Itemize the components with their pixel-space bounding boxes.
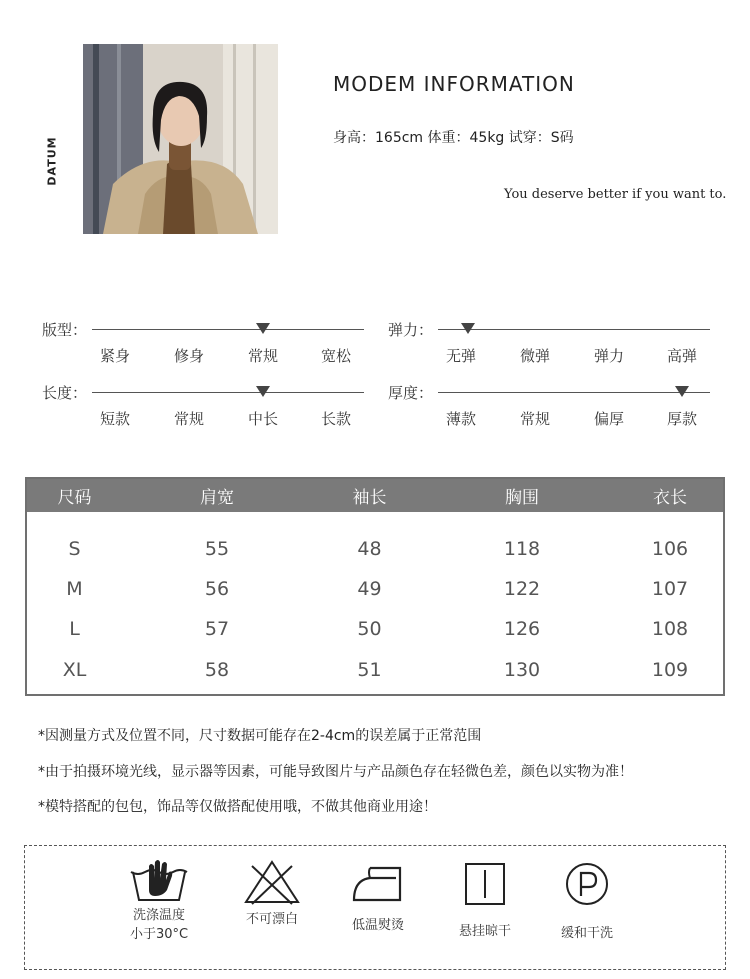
scale-option: 长款 bbox=[320, 410, 352, 428]
table-row bbox=[27, 614, 723, 644]
care-label: 缓和干洗 bbox=[560, 926, 613, 941]
size-table bbox=[25, 477, 725, 696]
table-row bbox=[27, 574, 723, 604]
table-cell: 48 bbox=[357, 538, 382, 560]
scale-option: 常规 bbox=[173, 410, 205, 428]
care-label: 不可漂白 bbox=[245, 912, 298, 927]
scale-option: 常规 bbox=[519, 410, 551, 428]
datum-side-label: DATUM bbox=[45, 136, 59, 186]
table-cell: 49 bbox=[357, 578, 382, 600]
care-label: 洗涤温度 bbox=[132, 908, 185, 923]
header-cell: 尺码 bbox=[57, 488, 92, 508]
scale-line bbox=[92, 329, 364, 330]
scale-option: 常规 bbox=[247, 347, 279, 365]
hang-dry-icon bbox=[460, 860, 510, 910]
fit-scale bbox=[42, 321, 362, 367]
table-cell: 126 bbox=[503, 618, 541, 640]
table-cell: 118 bbox=[503, 538, 541, 560]
care-item-no-bleach bbox=[237, 858, 307, 929]
care-instructions-box bbox=[24, 845, 726, 970]
table-cell: 122 bbox=[503, 578, 541, 600]
table-cell: 108 bbox=[651, 618, 689, 640]
care-item-low-iron bbox=[343, 858, 413, 935]
note-color: *由于拍摄环境光线，显示器等因素，可能导致图片与产品颜色存在轻微色差，颜色以实物为准！ bbox=[38, 764, 633, 780]
dry-clean-p-icon bbox=[562, 860, 612, 910]
table-cell: 130 bbox=[503, 659, 541, 681]
no-bleach-icon bbox=[242, 858, 302, 906]
scale-option: 高弹 bbox=[666, 347, 698, 365]
table-cell: 55 bbox=[204, 538, 230, 560]
header-cell: 衣长 bbox=[653, 488, 687, 508]
table-cell: 51 bbox=[357, 659, 382, 681]
scale-option: 偏厚 bbox=[593, 410, 625, 428]
scale-label: 弹力： bbox=[388, 321, 434, 339]
note-accessories: *模特搭配的包包，饰品等仅做搭配使用哦，不做其他商业用途！ bbox=[38, 799, 437, 815]
low-iron-icon bbox=[348, 858, 408, 910]
table-cell: 56 bbox=[204, 578, 230, 600]
slogan: You deserve better if you want to. bbox=[504, 187, 727, 202]
scale-line bbox=[438, 329, 710, 330]
scale-option: 薄款 bbox=[445, 410, 477, 428]
thickness-scale bbox=[388, 384, 708, 430]
scale-option: 微弹 bbox=[519, 347, 551, 365]
hand-wash-icon bbox=[129, 856, 189, 906]
table-cell: XL bbox=[62, 659, 87, 681]
scale-marker-icon bbox=[256, 386, 270, 397]
scale-marker-icon bbox=[461, 323, 475, 334]
note-measurement: *因测量方式及位置不同，尺寸数据可能存在2-4cm的误差属于正常范围 bbox=[38, 728, 482, 744]
table-cell: 58 bbox=[204, 659, 230, 681]
table-cell: L bbox=[69, 618, 80, 640]
scale-marker-icon bbox=[256, 323, 270, 334]
table-cell: 107 bbox=[651, 578, 689, 600]
table-cell: 57 bbox=[204, 618, 230, 640]
length-scale bbox=[42, 384, 362, 430]
scale-line bbox=[438, 392, 710, 393]
care-label: 低温熨烫 bbox=[351, 918, 404, 933]
table-row bbox=[27, 534, 723, 564]
model-stats: 身高：165cm 体重：45kg 试穿：S码 bbox=[333, 130, 574, 146]
scale-option: 厚款 bbox=[666, 410, 698, 428]
header-cell: 肩宽 bbox=[200, 488, 234, 508]
model-photo bbox=[83, 44, 278, 234]
scale-marker-icon bbox=[675, 386, 689, 397]
scale-label: 长度： bbox=[42, 384, 88, 402]
scale-option: 宽松 bbox=[320, 347, 352, 365]
care-label: 小于30°C bbox=[129, 927, 189, 942]
scale-option: 无弹 bbox=[445, 347, 477, 365]
scale-option: 弹力 bbox=[593, 347, 625, 365]
size-table-header bbox=[27, 479, 723, 512]
table-row bbox=[27, 655, 723, 685]
scale-option: 中长 bbox=[247, 410, 279, 428]
care-label: 悬挂晾干 bbox=[458, 924, 511, 939]
model-info-title: MODEM INFORMATION bbox=[333, 72, 575, 96]
scale-option: 紧身 bbox=[99, 347, 131, 365]
scale-label: 版型： bbox=[42, 321, 88, 339]
table-cell: 109 bbox=[651, 659, 689, 681]
elasticity-scale bbox=[388, 321, 708, 367]
scale-option: 修身 bbox=[173, 347, 205, 365]
table-cell: 50 bbox=[357, 618, 382, 640]
care-item-hand-wash bbox=[123, 856, 195, 944]
scale-option: 短款 bbox=[99, 410, 131, 428]
scale-line bbox=[92, 392, 364, 393]
care-item-dry-clean bbox=[552, 860, 622, 943]
care-item-hang-dry bbox=[450, 860, 520, 941]
scale-label: 厚度： bbox=[388, 384, 434, 402]
table-cell: S bbox=[68, 538, 81, 560]
table-cell: M bbox=[66, 578, 83, 600]
header-cell: 胸围 bbox=[505, 488, 539, 508]
table-cell: 106 bbox=[651, 538, 689, 560]
header-cell: 袖长 bbox=[352, 488, 387, 508]
